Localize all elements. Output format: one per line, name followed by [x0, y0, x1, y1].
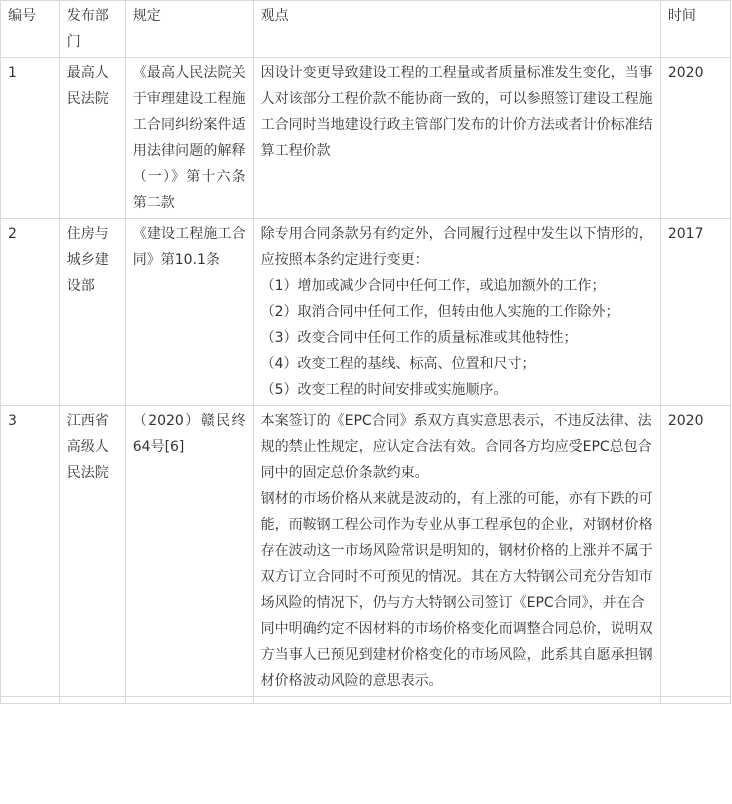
view-line: （3）改变合同中任何工作的质量标准或其他特性；: [260, 330, 578, 346]
view-line: 本案签订的《EPC合同》系双方真实意思表示，不违反法律、法规的禁止性规定，应认定合法有效。合同各方均应受EPC总包合同中的固定总价条款约束。: [260, 413, 652, 481]
row-time: 2020: [660, 406, 730, 697]
header-view: 观点: [253, 1, 660, 58]
row-dept: [59, 697, 125, 704]
row-num: 1: [1, 58, 60, 219]
row-view: [253, 58, 660, 219]
row-rule: 《最高人民法院关于审理建设工程施工合同纠纷案件适用法律问题的解释（一）》第十六条第二款: [125, 58, 253, 219]
row-rule: [125, 697, 253, 704]
row-num: [1, 697, 60, 704]
header-rule: 规定: [125, 1, 253, 58]
row-num: 3: [1, 406, 60, 697]
row-time: 2017: [660, 219, 730, 406]
view-line: 因设计变更导致建设工程的工程量或者质量标准发生变化，当事人对该部分工程价款不能协商一致的，可以参照签订建设工程施工合同时当地建设行政主管部门发布的计价方法或者计价标准结算工程价款: [260, 65, 653, 159]
view-line: （2）取消合同中任何工作，但转由他人实施的工作除外；: [260, 304, 620, 320]
header-row: [1, 1, 731, 58]
view-line: （5）改变工程的时间安排或实施顺序。: [260, 382, 508, 398]
row-num: 2: [1, 219, 60, 406]
table-row: [1, 406, 731, 697]
row-view: [253, 406, 660, 697]
table-row: [1, 219, 731, 406]
view-line: （1）增加或减少合同中任何工作，或追加额外的工作；: [260, 278, 606, 294]
row-dept: 最高人民法院: [59, 58, 125, 219]
view-line: 除专用合同条款另有约定外，合同履行过程中发生以下情形的，应按照本条约定进行变更：: [260, 226, 653, 268]
row-view: [253, 697, 660, 704]
view-line: （4）改变工程的基线、标高、位置和尺寸；: [260, 356, 536, 372]
table-row-partial: [1, 697, 731, 704]
row-rule: 《建设工程施工合同》第10.1条: [125, 219, 253, 406]
row-time: 2020: [660, 58, 730, 219]
row-rule: （2020）赣民终64号[6]: [125, 406, 253, 697]
row-dept: 住房与城乡建设部: [59, 219, 125, 406]
header-dept: 发布部门: [59, 1, 125, 58]
table-row: [1, 58, 731, 219]
header-num: 编号: [1, 1, 60, 58]
row-dept: 江西省高级人民法院: [59, 406, 125, 697]
view-line: 钢材的市场价格从来就是波动的，有上涨的可能，亦有下跌的可能，而鞍钢工程公司作为专业从事工程承包的企业，对钢材价格存在波动这一市场风险常识是明知的，钢材价格的上涨并不属于双方订立合同时不可预见的情况。其在方大特钢公司充分告知市场风险的情况下，仍与方大特钢公司签订《EPC合同》，并在合同中明确约定不因材料的市场价格变化而调整合同总价，说明双方当事人已预见到建材价格变化的市场风险，此系其自愿承担钢材价格波动风险的意思表示。: [260, 491, 653, 689]
row-view: [253, 219, 660, 406]
header-time: 时间: [660, 1, 730, 58]
row-time: [660, 697, 730, 704]
